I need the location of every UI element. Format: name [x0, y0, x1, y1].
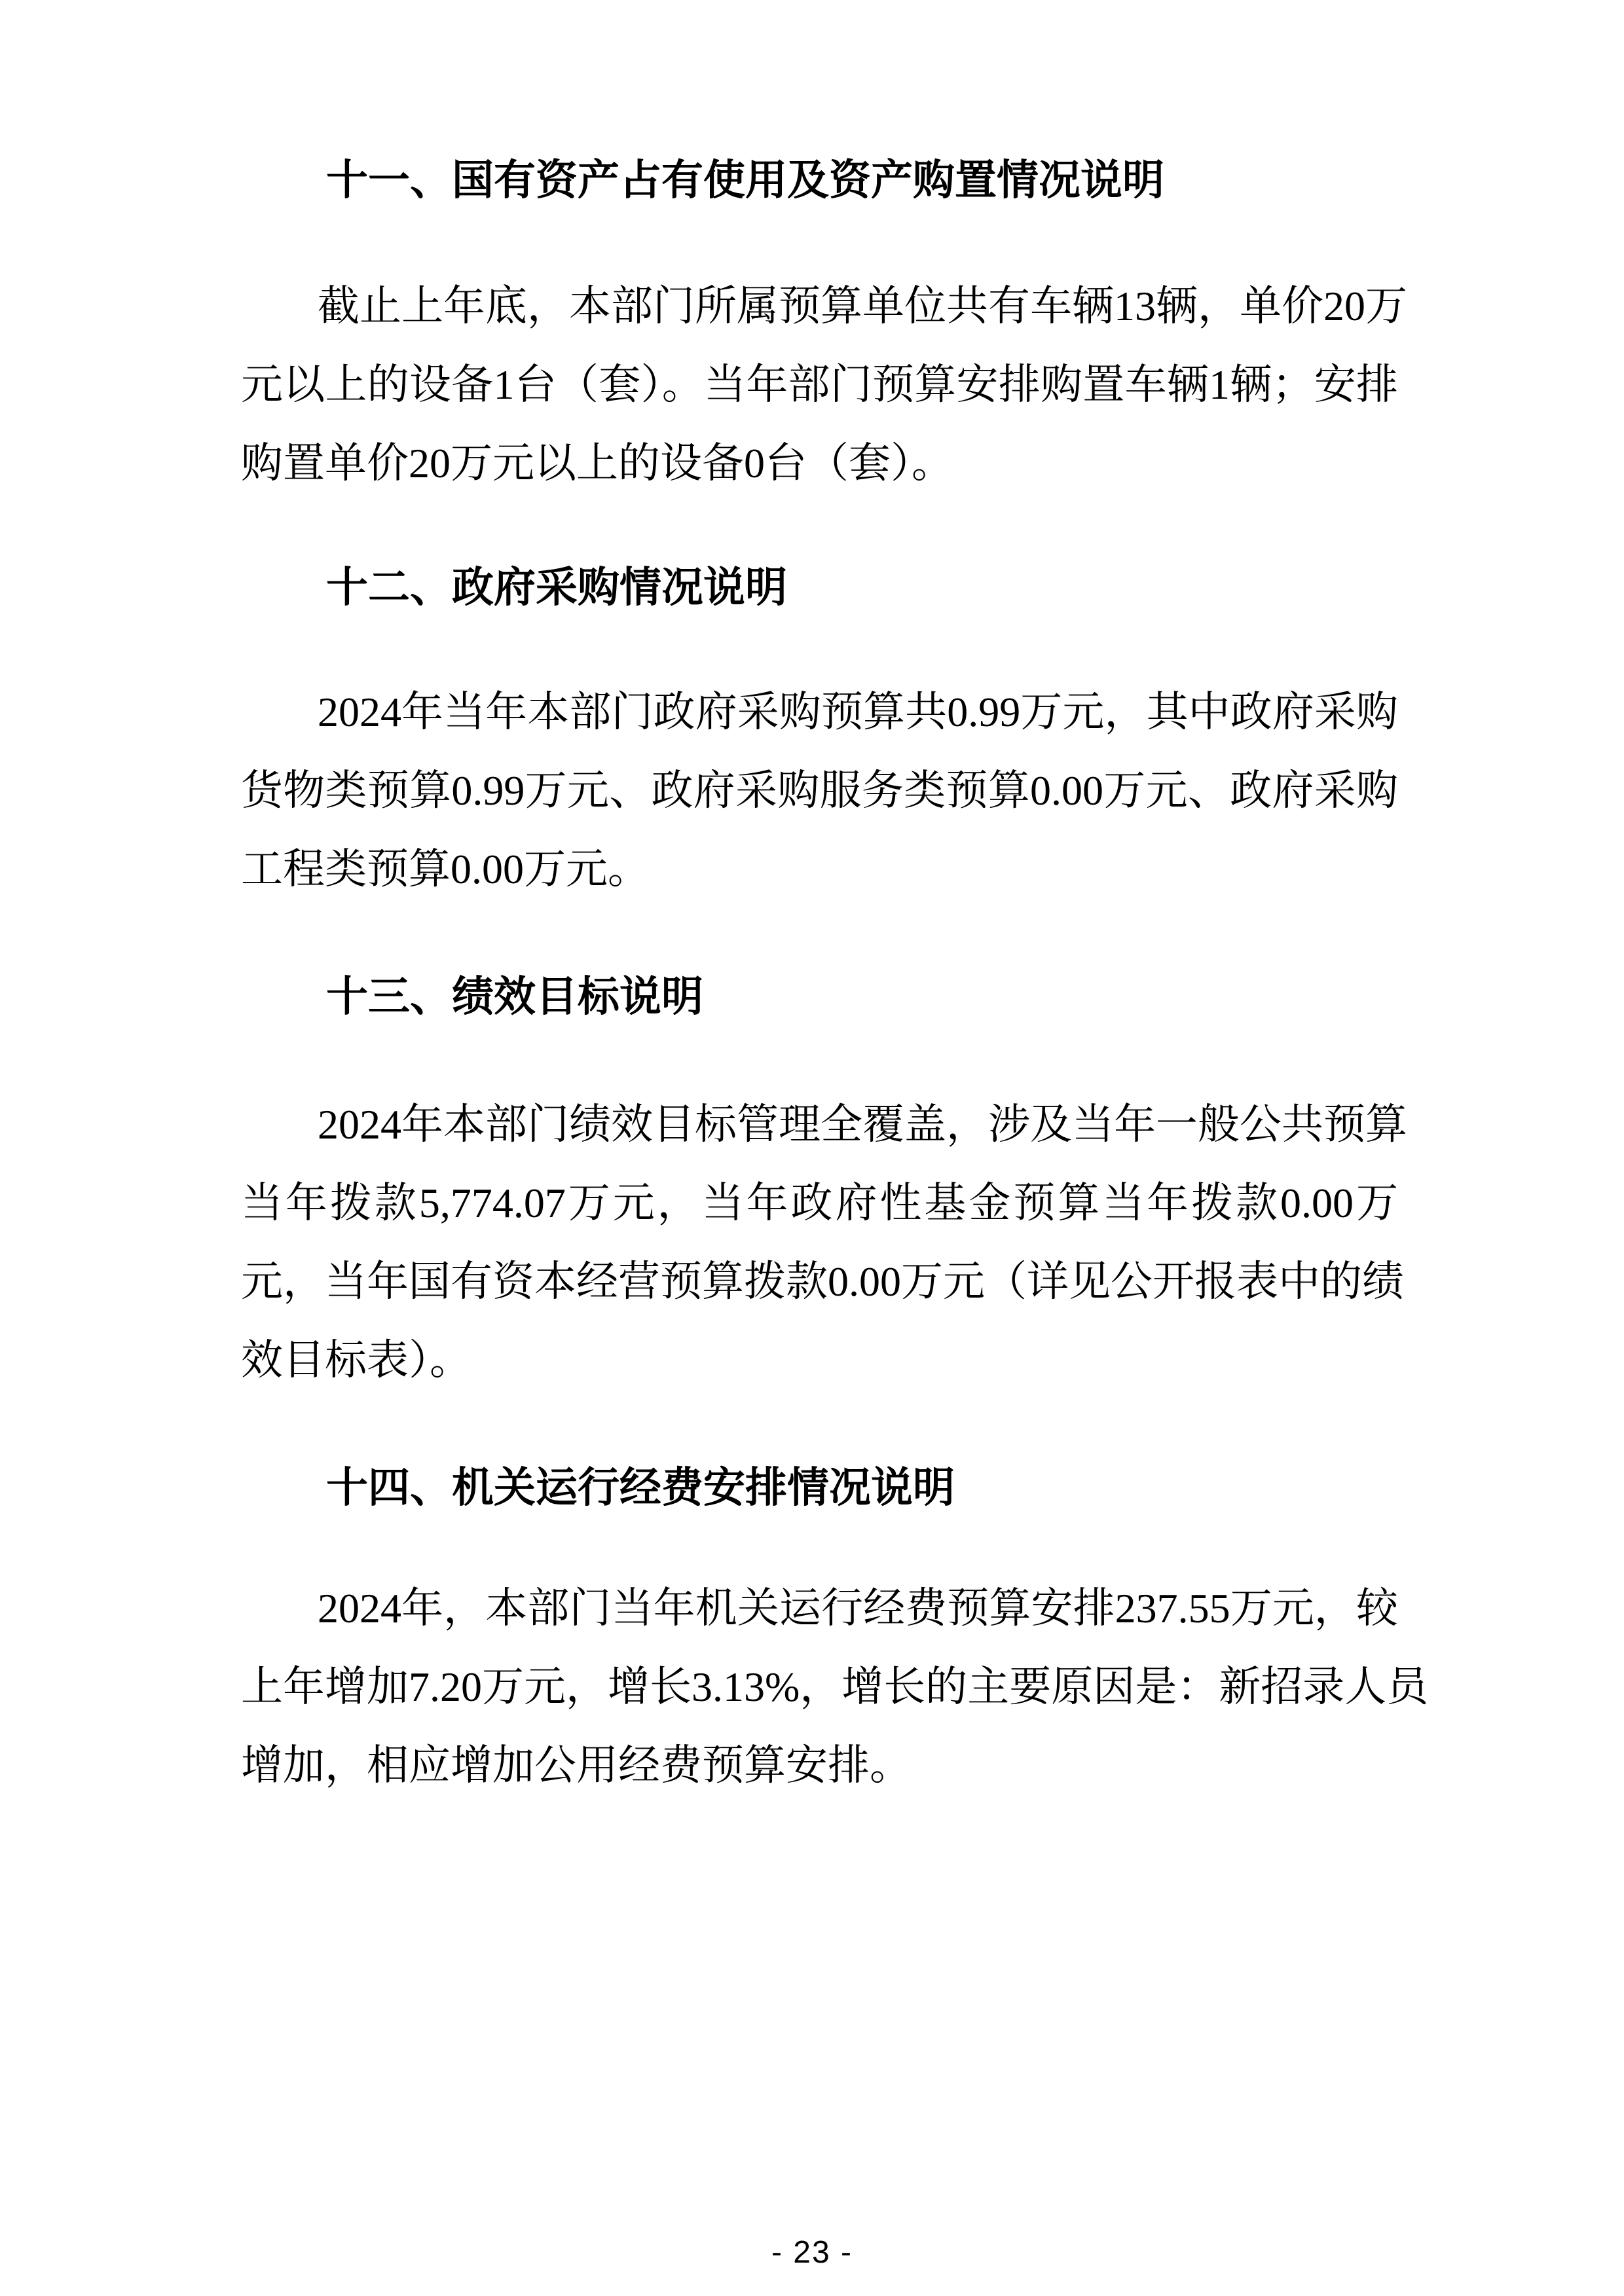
text-line: 购置单价20万元以上的设备0台（套）。: [241, 440, 953, 486]
text-line: 元以上的设备1台（套）。当年部门预算安排购置车辆1辆；安排: [241, 361, 1398, 408]
text-line: 2024年，本部门当年机关运行经费预算安排237.55万元，较: [318, 1585, 1398, 1631]
text-line: 2024年本部门绩效目标管理全覆盖，涉及当年一般公共预算: [318, 1101, 1407, 1148]
section-heading-11: 十一、国有资产占有使用及资产购置情况说明: [326, 156, 1164, 204]
page-content: [241, 0, 1429, 2296]
page-number: - 23 -: [771, 2235, 853, 2270]
section-paragraph-14: [241, 1569, 1429, 1805]
section-paragraph-12: [241, 673, 1398, 909]
section-heading-13: 十三、绩效目标说明: [326, 973, 703, 1020]
section-paragraph-13: [241, 1085, 1407, 1400]
text-line: 截止上年底，本部门所属预算单位共有车辆13辆，单价20万: [318, 283, 1407, 329]
text-line: 当年拨款5,774.07万元，当年政府性基金预算当年拨款0.00万: [241, 1180, 1398, 1226]
text-line: 增加，相应增加公用经费预算安排。: [241, 1742, 912, 1789]
text-line: 2024年当年本部门政府采购预算共0.99万元，其中政府采购: [318, 689, 1398, 735]
text-line: 工程类预算0.00万元。: [241, 846, 650, 892]
section-paragraph-11: [241, 267, 1407, 503]
text-line: 效目标表）。: [241, 1337, 471, 1383]
text-line: 上年增加7.20万元，增长3.13%，增长的主要原因是：新招录人员: [241, 1664, 1429, 1710]
section-heading-14: 十四、机关运行经费安排情况说明: [326, 1464, 955, 1511]
text-line: 元，当年国有资本经营预算拨款0.00万元（详见公开报表中的绩: [241, 1258, 1404, 1305]
section-heading-12: 十二、政府采购情况说明: [326, 564, 787, 611]
text-line: 货物类预算0.99万元、政府采购服务类预算0.00万元、政府采购: [241, 767, 1398, 814]
